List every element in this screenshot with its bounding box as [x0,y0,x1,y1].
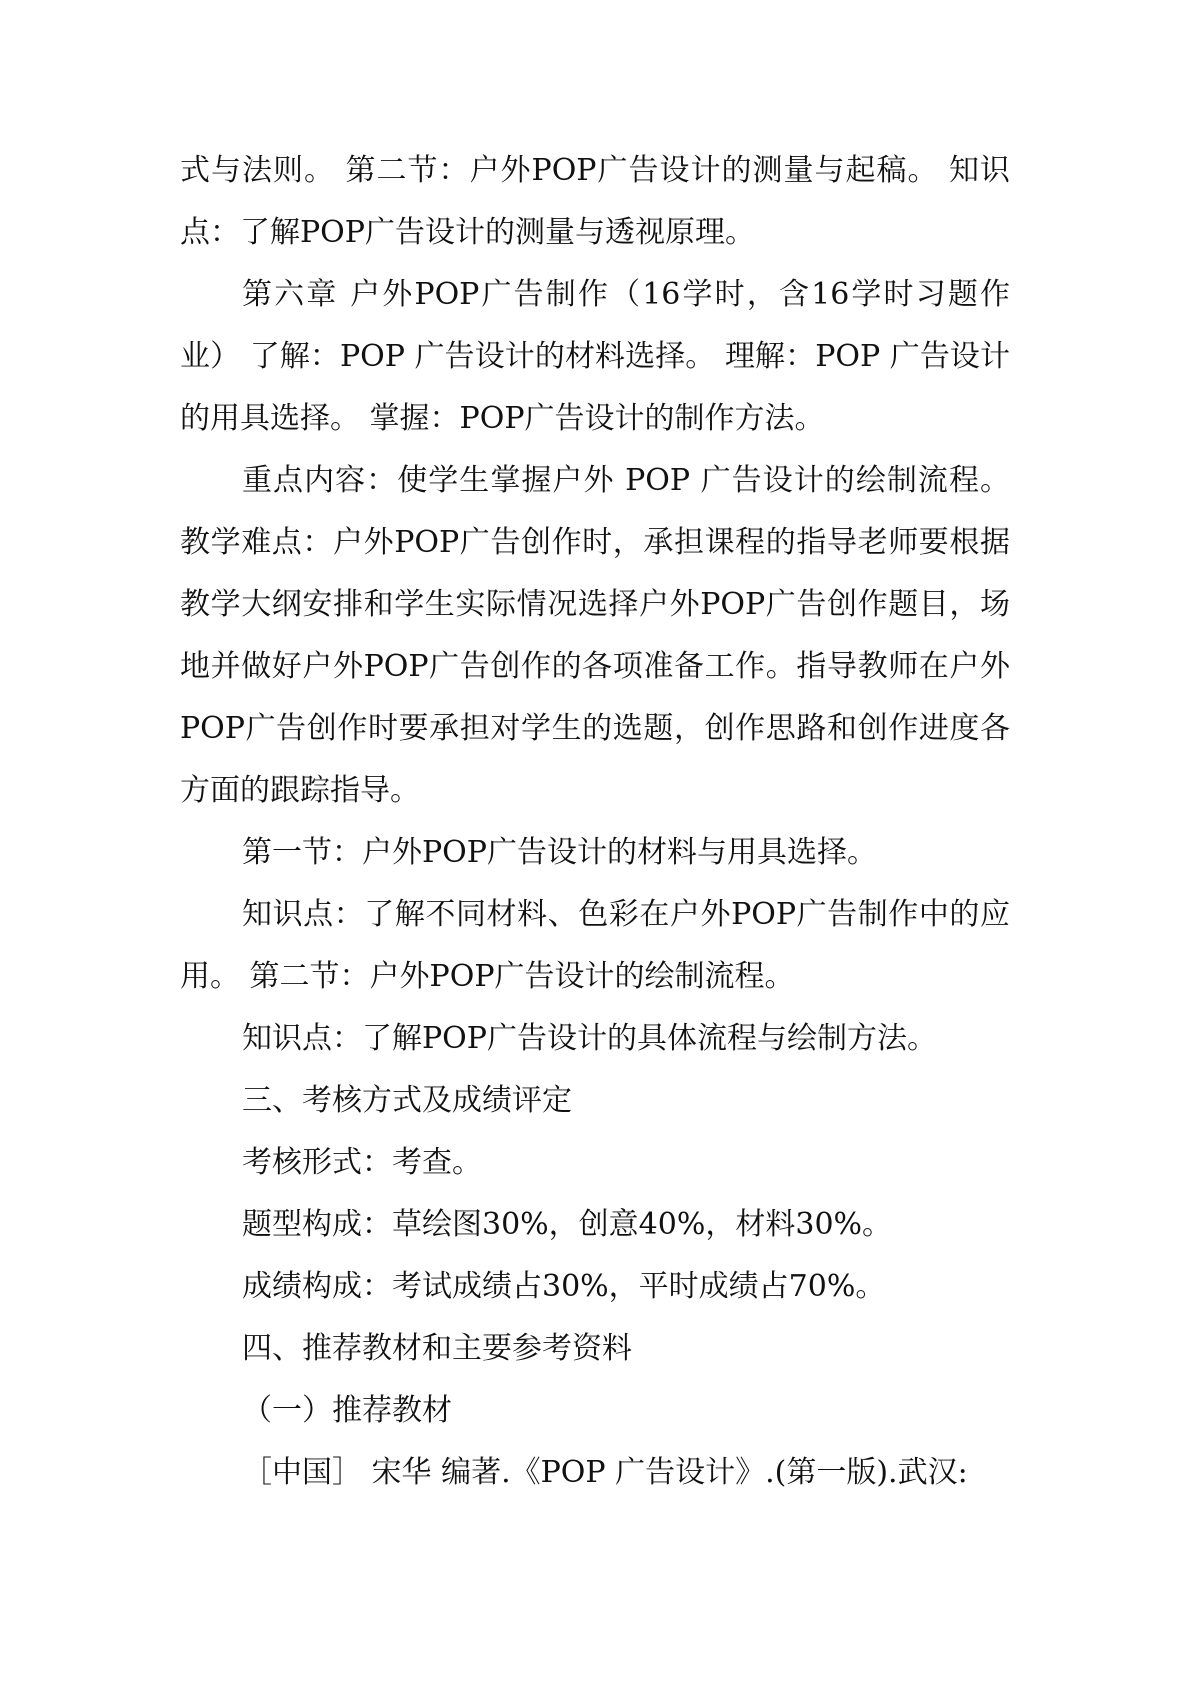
paragraph-question-types: 题型构成：草绘图30%，创意40%，材料30%。 [242,1207,893,1242]
paragraph-chapter5-section2: 式与法则。 第二节：户外POP广告设计的测量与起稿。 知识点：了解POP广告设计的测量与透视原理。 [180,153,1010,250]
paragraph-key-content: 重点内容：使学生掌握户外 POP 广告设计的绘制流程。教学难点：户外POP广告创作时，承担课程的指导老师要根据教学大纲安排和学生实际情况选择户外POP广告创作题目，场地并做好户外POP广告创作的各项准备工作。指导教师在户外POP广告创作时要承担对学生的选题，创作思路和创作进度各方面的跟踪指导。 [180,463,1010,808]
document-body [180,140,1010,1504]
paragraph-grade-composition: 成绩构成：考试成绩占30%，平时成绩占70%。 [242,1269,886,1304]
paragraph-textbook-reference: ［中国］ 宋华 编著.《POP 广告设计》.(第一版).武汉: [242,1455,968,1490]
paragraph-knowledge-materials: 知识点：了解不同材料、色彩在户外POP广告制作中的应用。 第二节：户外POP广告设计的绘制流程。 [180,897,1010,994]
paragraph-knowledge-process: 知识点：了解POP广告设计的具体流程与绘制方法。 [242,1021,937,1056]
heading-assessment: 三、考核方式及成绩评定 [242,1083,572,1118]
paragraph-chapter6-heading: 第六章 户外POP广告制作（16学时，含16学时习题作业） 了解：POP 广告设计的材料选择。 理解：POP 广告设计的用具选择。 掌握：POP广告设计的制作方法。 [180,277,1010,436]
heading-textbooks: 四、推荐教材和主要参考资料 [242,1331,632,1366]
paragraph-section1: 第一节：户外POP广告设计的材料与用具选择。 [242,835,877,870]
subheading-recommended-textbook: （一）推荐教材 [242,1393,452,1428]
paragraph-assessment-form: 考核形式：考查。 [242,1145,482,1180]
